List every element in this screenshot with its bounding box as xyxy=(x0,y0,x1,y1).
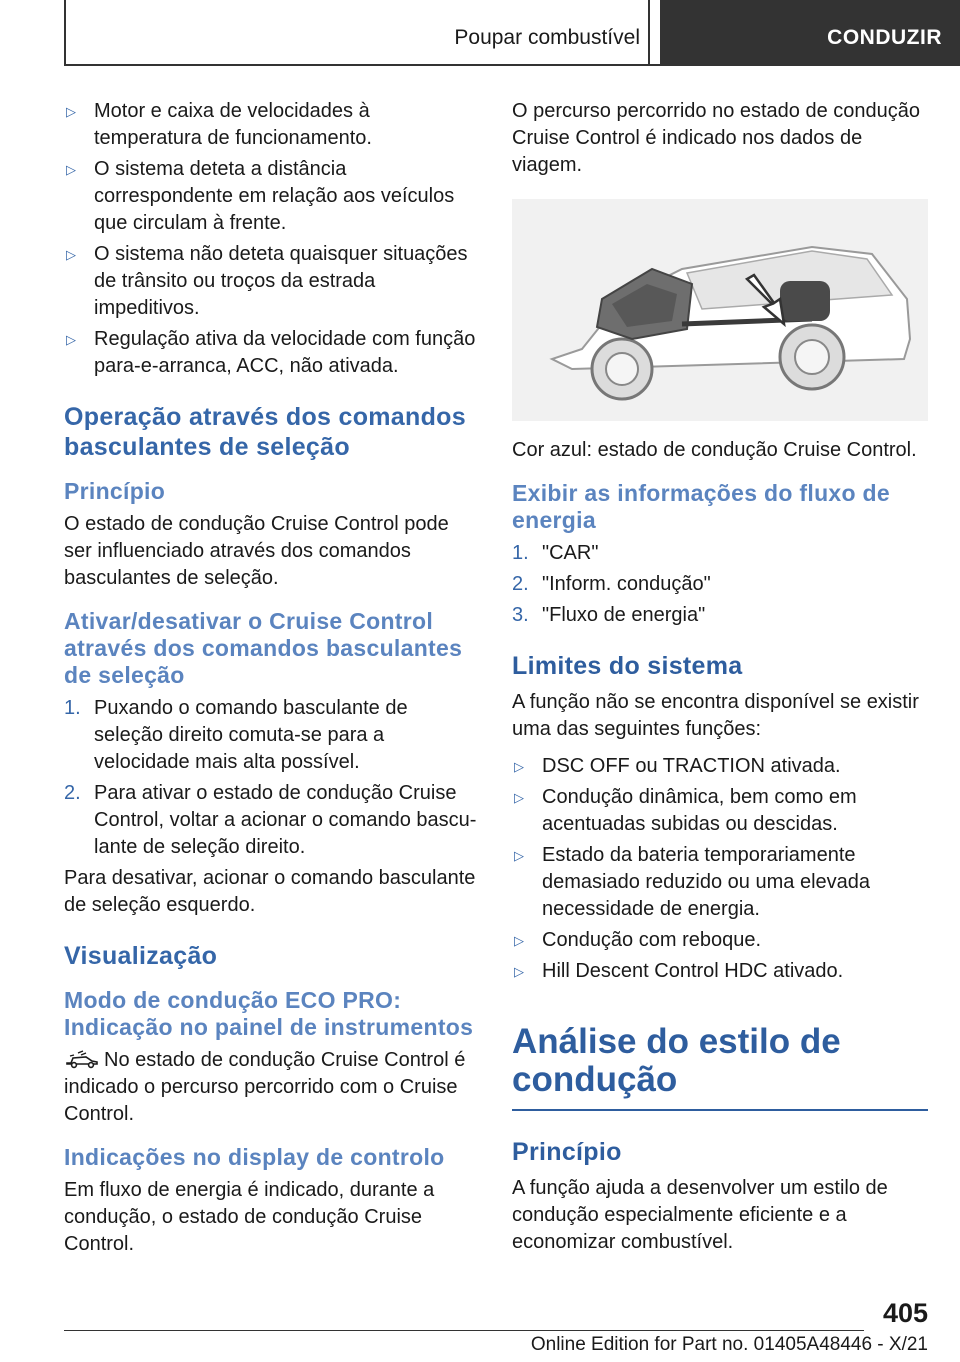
conditions-list xyxy=(64,98,480,380)
list-item: 2. "Inform. condução" xyxy=(512,573,711,595)
triangle-bullet-icon: ▷ xyxy=(514,759,524,774)
header-chapter-title: CONDUZIR xyxy=(827,26,942,49)
triangle-bullet-icon: ▷ xyxy=(66,104,76,119)
list-item: 1. Puxando o comando basculante de seleção direito comuta-se para a velocidade mais alta possível. xyxy=(64,697,408,773)
list-item: ▷ Estado da bateria temporariamente demasiado reduzido ou uma elevada necessidade de energia. xyxy=(514,844,870,920)
left-column xyxy=(64,98,480,1258)
deactivate-paragraph: Para desativar, acionar o comando basculante de seleção esquerdo. xyxy=(64,867,476,916)
section-heading-system-limits: Limites do sistema xyxy=(512,652,743,680)
triangle-bullet-icon: ▷ xyxy=(514,790,524,805)
section-heading-display: Visualização xyxy=(64,942,218,970)
triangle-bullet-icon: ▷ xyxy=(66,162,76,177)
car-drivetrain-illustration xyxy=(512,199,928,421)
list-item: 2. Para ativar o estado de condução Cruise Control, voltar a acionar o comando basculante de seleção direito. xyxy=(64,782,477,858)
section-heading-principle: Princípio xyxy=(512,1138,622,1166)
footer-rule xyxy=(64,1330,864,1331)
control-display-paragraph: Em fluxo de energia é indicado, durante a condução, o estado de condução Cruise Control. xyxy=(64,1179,435,1255)
list-item: ▷ Hill Descent Control HDC ativado. xyxy=(512,958,928,985)
heading-rule xyxy=(512,1109,928,1111)
distance-paragraph: O percurso percorrido no estado de condução Cruise Control é indicado nos dados de viagem. xyxy=(512,100,921,176)
list-item: ▷ Regulação ativa da velocidade com função para-e-arranca, ACC, não ativada. xyxy=(66,328,476,377)
subheading-control-display: Indicações no display de controlo xyxy=(64,1144,445,1170)
header-divider xyxy=(648,0,650,66)
limits-list xyxy=(512,753,928,985)
section-heading-shift-paddles: Operação através dos comandos basculantes de seleção xyxy=(64,403,466,461)
analysis-principle-paragraph: A função ajuda a desenvolver um estilo de condução especialmente eficiente e a economizar combustível. xyxy=(512,1177,888,1253)
triangle-bullet-icon: ▷ xyxy=(66,247,76,262)
list-item: ▷ O sistema deteta a distância correspondente em relação aos veículos que circulam à frente. xyxy=(66,158,455,234)
subheading-eco-pro: Modo de condução ECO PRO: Indicação no painel de instrumentos xyxy=(64,987,474,1040)
list-item: 3. "Fluxo de energia" xyxy=(512,604,706,626)
principle-paragraph: O estado de condução Cruise Control pode ser influenciado através dos comandos basculantes de seleção. xyxy=(64,513,449,589)
chapter-heading-driving-analysis: Análise do estilo de condução xyxy=(512,1022,841,1099)
triangle-bullet-icon: ▷ xyxy=(514,933,524,948)
limits-paragraph: A função não se encontra disponível se existir uma das seguintes funções: xyxy=(512,691,919,740)
triangle-bullet-icon: ▷ xyxy=(514,848,524,863)
subheading-energy-flow: Exibir as informações do fluxo de energia xyxy=(512,480,890,533)
list-item: ▷ Condução dinâmica, bem como em acentuadas subidas ou descidas. xyxy=(514,786,857,835)
subheading-activate: Ativar/desativar o Cruise Control através dos comandos basculantes de seleção xyxy=(64,608,463,688)
cruise-car-icon xyxy=(64,1049,100,1069)
right-column xyxy=(512,98,928,1256)
list-item: ▷ Motor e caixa de velocidades à temperatura de funcionamento. xyxy=(66,100,372,149)
header-section-title: Poupar combustível xyxy=(454,26,640,49)
activation-steps xyxy=(64,695,480,861)
list-item: 1. "CAR" xyxy=(512,542,599,564)
triangle-bullet-icon: ▷ xyxy=(514,964,524,979)
subheading-principle: Princípio xyxy=(64,478,166,504)
list-item: ▷ DSC OFF ou TRACTION ativada. xyxy=(512,753,928,780)
eco-pro-paragraph: No estado de condução Cruise Control é indicado o percurso percorrido com o Cruise Control. xyxy=(64,1049,466,1125)
list-item: ▷ O sistema não deteta quaisquer situações de trânsito ou troços da estrada impeditivos. xyxy=(66,243,468,319)
footer-edition: Online Edition for Part no. 01405A48446 - X/21 xyxy=(530,1334,928,1355)
triangle-bullet-icon: ▷ xyxy=(66,332,76,347)
page-number: 405 xyxy=(882,1298,928,1328)
figure-caption: Cor azul: estado de condução Cruise Control. xyxy=(512,439,917,461)
menu-steps xyxy=(512,540,928,629)
list-item: ▷ Condução com reboque. xyxy=(512,927,928,954)
